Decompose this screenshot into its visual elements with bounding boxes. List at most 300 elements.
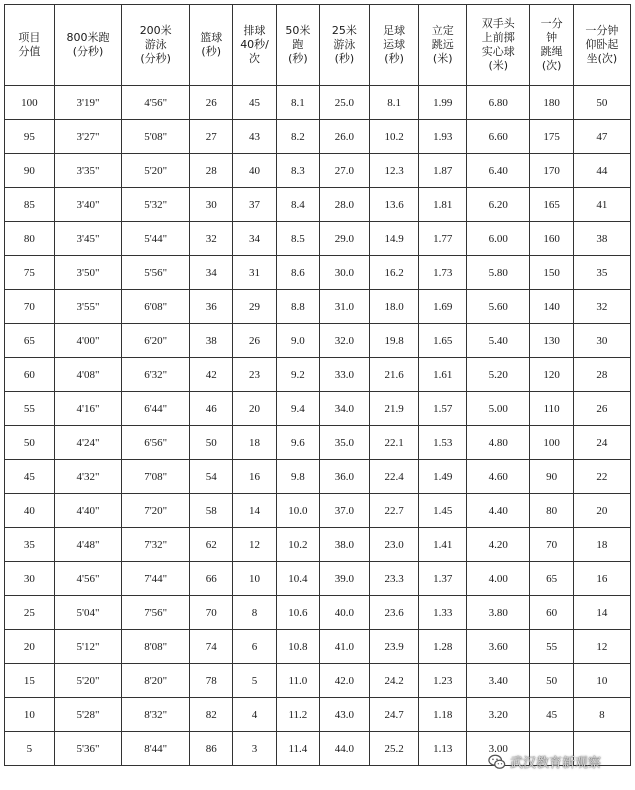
value-cell: 8.3 (276, 154, 319, 188)
value-cell: 1.99 (419, 86, 467, 120)
value-cell: 55 (530, 630, 573, 664)
value-cell: 23.9 (369, 630, 419, 664)
value-cell: 9.4 (276, 392, 319, 426)
watermark (488, 752, 601, 771)
value-cell: 47 (573, 120, 630, 154)
table-row (5, 494, 631, 528)
value-cell: 1.45 (419, 494, 467, 528)
score-cell: 60 (5, 358, 55, 392)
value-cell: 23.0 (369, 528, 419, 562)
score-cell: 25 (5, 596, 55, 630)
value-cell: 43 (233, 120, 276, 154)
header-line: (次) (541, 59, 562, 72)
table-row (5, 698, 631, 732)
value-cell: 34 (233, 222, 276, 256)
value-cell: 10.2 (369, 120, 419, 154)
value-cell: 6.80 (467, 86, 530, 120)
value-cell: 16 (573, 562, 630, 596)
value-cell: 20 (233, 392, 276, 426)
value-cell: 8.6 (276, 256, 319, 290)
value-cell: 8.1 (369, 86, 419, 120)
value-cell: 40 (233, 154, 276, 188)
value-cell: 38 (190, 324, 233, 358)
value-cell: 4'40" (54, 494, 122, 528)
value-cell: 36.0 (320, 460, 370, 494)
value-cell: 44.0 (320, 732, 370, 766)
value-cell: 11.4 (276, 732, 319, 766)
value-cell: 5.40 (467, 324, 530, 358)
header-line: (秒) (334, 52, 355, 65)
value-cell: 1.18 (419, 698, 467, 732)
header-line: 立定 (431, 24, 454, 37)
score-cell: 75 (5, 256, 55, 290)
value-cell: 3'55" (54, 290, 122, 324)
value-cell: 4.00 (467, 562, 530, 596)
header-line: 坐(次) (586, 52, 618, 65)
header-line: 上前掷 (481, 31, 515, 44)
value-cell: 5.80 (467, 256, 530, 290)
score-cell: 100 (5, 86, 55, 120)
value-cell: 5.60 (467, 290, 530, 324)
header-line: 运球 (383, 38, 406, 51)
header-row (5, 5, 631, 86)
value-cell: 22.4 (369, 460, 419, 494)
value-cell: 10.6 (276, 596, 319, 630)
value-cell: 19.8 (369, 324, 419, 358)
value-cell: 26 (233, 324, 276, 358)
value-cell: 14.9 (369, 222, 419, 256)
value-cell: 42.0 (320, 664, 370, 698)
value-cell: 1.28 (419, 630, 467, 664)
value-cell: 24.2 (369, 664, 419, 698)
table-row (5, 528, 631, 562)
value-cell: 21.6 (369, 358, 419, 392)
header-cell (467, 5, 530, 86)
value-cell: 1.73 (419, 256, 467, 290)
table-row (5, 562, 631, 596)
table-row (5, 630, 631, 664)
value-cell: 6'20" (122, 324, 190, 358)
value-cell: 28.0 (320, 188, 370, 222)
score-cell: 35 (5, 528, 55, 562)
value-cell: 54 (190, 460, 233, 494)
value-cell: 5'20" (122, 154, 190, 188)
value-cell: 60 (530, 596, 573, 630)
score-cell: 70 (5, 290, 55, 324)
wechat-icon (488, 753, 506, 771)
header-cell (276, 5, 319, 86)
header-cell (233, 5, 276, 86)
value-cell: 23.6 (369, 596, 419, 630)
table-row (5, 426, 631, 460)
value-cell: 160 (530, 222, 573, 256)
value-cell: 86 (190, 732, 233, 766)
value-cell: 66 (190, 562, 233, 596)
value-cell: 40.0 (320, 596, 370, 630)
table-row (5, 358, 631, 392)
value-cell: 5.20 (467, 358, 530, 392)
value-cell: 20 (573, 494, 630, 528)
header-cell (122, 5, 190, 86)
value-cell: 78 (190, 664, 233, 698)
table-row (5, 664, 631, 698)
value-cell: 14 (233, 494, 276, 528)
score-cell: 50 (5, 426, 55, 460)
value-cell: 170 (530, 154, 573, 188)
value-cell: 3 (233, 732, 276, 766)
value-cell: 120 (530, 358, 573, 392)
header-line: 40秒/ (240, 38, 269, 51)
value-cell: 18.0 (369, 290, 419, 324)
value-cell: 10.4 (276, 562, 319, 596)
score-cell: 40 (5, 494, 55, 528)
value-cell: 36 (190, 290, 233, 324)
header-line: (米) (488, 59, 509, 72)
value-cell: 1.41 (419, 528, 467, 562)
value-cell: 90 (530, 460, 573, 494)
header-cell (419, 5, 467, 86)
table-row (5, 86, 631, 120)
value-cell: 28 (573, 358, 630, 392)
value-cell: 26 (190, 86, 233, 120)
value-cell: 7'32" (122, 528, 190, 562)
score-cell: 90 (5, 154, 55, 188)
value-cell: 29 (233, 290, 276, 324)
table-row (5, 222, 631, 256)
value-cell: 4'08" (54, 358, 122, 392)
value-cell: 9.6 (276, 426, 319, 460)
header-line: 跳远 (431, 38, 454, 51)
value-cell: 30.0 (320, 256, 370, 290)
value-cell: 33.0 (320, 358, 370, 392)
value-cell: 25.0 (320, 86, 370, 120)
header-cell (54, 5, 122, 86)
value-cell: 27 (190, 120, 233, 154)
value-cell: 30 (190, 188, 233, 222)
value-cell: 32 (190, 222, 233, 256)
value-cell: 39.0 (320, 562, 370, 596)
value-cell: 3'27" (54, 120, 122, 154)
value-cell: 6'08" (122, 290, 190, 324)
header-line: 实心球 (481, 45, 515, 58)
value-cell: 3.60 (467, 630, 530, 664)
value-cell: 1.57 (419, 392, 467, 426)
value-cell: 34 (190, 256, 233, 290)
value-cell: 16 (233, 460, 276, 494)
value-cell: 4.20 (467, 528, 530, 562)
value-cell: 4'16" (54, 392, 122, 426)
header-line: 双手头 (481, 17, 515, 30)
value-cell: 8.8 (276, 290, 319, 324)
header-line: 足球 (383, 24, 406, 37)
value-cell: 41.0 (320, 630, 370, 664)
value-cell: 4'48" (54, 528, 122, 562)
table-row (5, 120, 631, 154)
value-cell: 18 (573, 528, 630, 562)
header-line: 篮球 (200, 31, 223, 44)
header-line: 游泳 (144, 38, 167, 51)
value-cell: 37 (233, 188, 276, 222)
header-line: 50米 (285, 24, 311, 37)
header-line: 游泳 (333, 38, 356, 51)
value-cell: 50 (573, 86, 630, 120)
value-cell: 23 (233, 358, 276, 392)
header-line: (分秒) (72, 45, 104, 58)
value-cell: 5'12" (54, 630, 122, 664)
value-cell: 11.0 (276, 664, 319, 698)
value-cell: 8.4 (276, 188, 319, 222)
value-cell: 8.5 (276, 222, 319, 256)
header-cell (190, 5, 233, 86)
value-cell: 7'20" (122, 494, 190, 528)
value-cell: 4'56" (122, 86, 190, 120)
value-cell: 140 (530, 290, 573, 324)
value-cell: 4'00" (54, 324, 122, 358)
value-cell: 70 (530, 528, 573, 562)
table-row (5, 290, 631, 324)
header-line: (秒) (384, 52, 404, 65)
header-line: 跳绳 (540, 45, 563, 58)
header-cell (530, 5, 573, 86)
header-line: (秒) (288, 52, 308, 65)
header-line: 跑 (292, 38, 304, 51)
value-cell: 31 (233, 256, 276, 290)
value-cell: 24 (573, 426, 630, 460)
header-line: (秒) (201, 45, 221, 58)
value-cell: 12 (233, 528, 276, 562)
value-cell: 32.0 (320, 324, 370, 358)
value-cell: 46 (190, 392, 233, 426)
value-cell: 11.2 (276, 698, 319, 732)
value-cell: 9.8 (276, 460, 319, 494)
table-row (5, 256, 631, 290)
value-cell: 8'44" (122, 732, 190, 766)
value-cell: 10.8 (276, 630, 319, 664)
value-cell: 35.0 (320, 426, 370, 460)
value-cell: 9.0 (276, 324, 319, 358)
value-cell: 165 (530, 188, 573, 222)
value-cell: 7'56" (122, 596, 190, 630)
value-cell: 4'24" (54, 426, 122, 460)
value-cell: 35 (573, 256, 630, 290)
value-cell: 8 (233, 596, 276, 630)
header-line: 排球 (243, 24, 266, 37)
value-cell: 110 (530, 392, 573, 426)
value-cell: 29.0 (320, 222, 370, 256)
value-cell: 12.3 (369, 154, 419, 188)
value-cell: 74 (190, 630, 233, 664)
value-cell: 22.1 (369, 426, 419, 460)
value-cell: 80 (530, 494, 573, 528)
value-cell: 5 (233, 664, 276, 698)
value-cell: 5'08" (122, 120, 190, 154)
value-cell: 6.40 (467, 154, 530, 188)
value-cell: 1.13 (419, 732, 467, 766)
value-cell: 1.23 (419, 664, 467, 698)
value-cell: 5'28" (54, 698, 122, 732)
value-cell: 5'36" (54, 732, 122, 766)
value-cell: 34.0 (320, 392, 370, 426)
header-cell (5, 5, 55, 86)
header-line: 200米 (139, 24, 172, 37)
value-cell: 6'32" (122, 358, 190, 392)
value-cell: 25.2 (369, 732, 419, 766)
value-cell: 43.0 (320, 698, 370, 732)
value-cell: 3'45" (54, 222, 122, 256)
value-cell: 6'56" (122, 426, 190, 460)
value-cell: 4 (233, 698, 276, 732)
header-line: 次 (249, 52, 261, 65)
value-cell: 16.2 (369, 256, 419, 290)
value-cell: 9.2 (276, 358, 319, 392)
value-cell: 1.33 (419, 596, 467, 630)
value-cell: 180 (530, 86, 573, 120)
value-cell: 32 (573, 290, 630, 324)
value-cell: 38 (573, 222, 630, 256)
value-cell: 3.20 (467, 698, 530, 732)
header-line: 仰卧起 (585, 38, 619, 51)
value-cell: 65 (530, 562, 573, 596)
value-cell: 50 (530, 664, 573, 698)
value-cell: 26.0 (320, 120, 370, 154)
value-cell: 3.80 (467, 596, 530, 630)
value-cell: 44 (573, 154, 630, 188)
value-cell: 1.49 (419, 460, 467, 494)
value-cell: 5'56" (122, 256, 190, 290)
table-row (5, 188, 631, 222)
value-cell: 3'40" (54, 188, 122, 222)
score-cell: 45 (5, 460, 55, 494)
value-cell: 45 (530, 698, 573, 732)
header-line: 一分钟 (585, 24, 619, 37)
header-line: 800米跑 (66, 31, 110, 44)
value-cell: 150 (530, 256, 573, 290)
value-cell: 26 (573, 392, 630, 426)
value-cell: 8.2 (276, 120, 319, 154)
value-cell: 21.9 (369, 392, 419, 426)
value-cell: 1.37 (419, 562, 467, 596)
header-line: 钟 (546, 31, 558, 44)
score-cell: 55 (5, 392, 55, 426)
score-cell: 80 (5, 222, 55, 256)
value-cell: 6.00 (467, 222, 530, 256)
value-cell: 22.7 (369, 494, 419, 528)
value-cell: 4.40 (467, 494, 530, 528)
value-cell: 4'32" (54, 460, 122, 494)
value-cell: 3.40 (467, 664, 530, 698)
score-cell: 85 (5, 188, 55, 222)
value-cell: 6 (233, 630, 276, 664)
value-cell: 3'50" (54, 256, 122, 290)
value-cell: 1.81 (419, 188, 467, 222)
value-cell: 12 (573, 630, 630, 664)
header-line: 一分 (540, 17, 563, 30)
value-cell: 7'44" (122, 562, 190, 596)
score-cell: 20 (5, 630, 55, 664)
value-cell: 1.53 (419, 426, 467, 460)
header-cell (369, 5, 419, 86)
value-cell: 8 (573, 698, 630, 732)
value-cell: 42 (190, 358, 233, 392)
value-cell: 5'04" (54, 596, 122, 630)
value-cell: 8'08" (122, 630, 190, 664)
value-cell: 4.80 (467, 426, 530, 460)
value-cell: 7'08" (122, 460, 190, 494)
value-cell: 14 (573, 596, 630, 630)
value-cell: 1.77 (419, 222, 467, 256)
value-cell: 1.65 (419, 324, 467, 358)
value-cell: 6.20 (467, 188, 530, 222)
value-cell: 50 (190, 426, 233, 460)
score-cell: 5 (5, 732, 55, 766)
score-cell: 15 (5, 664, 55, 698)
value-cell: 1.93 (419, 120, 467, 154)
value-cell: 58 (190, 494, 233, 528)
value-cell: 3.00 (467, 732, 530, 766)
header-line: 分值 (18, 45, 41, 58)
header-line: 项目 (18, 31, 41, 44)
value-cell: 6.60 (467, 120, 530, 154)
value-cell: 1.87 (419, 154, 467, 188)
value-cell: 10 (573, 664, 630, 698)
value-cell: 27.0 (320, 154, 370, 188)
value-cell: 8'32" (122, 698, 190, 732)
header-line: (米) (432, 52, 453, 65)
value-cell: 4.60 (467, 460, 530, 494)
value-cell: 28 (190, 154, 233, 188)
table-row (5, 154, 631, 188)
watermark-text: 武汉教育新观察 (510, 756, 602, 771)
value-cell: 100 (530, 426, 573, 460)
value-cell: 6'44" (122, 392, 190, 426)
value-cell: 5.00 (467, 392, 530, 426)
value-cell: 38.0 (320, 528, 370, 562)
table-row (5, 460, 631, 494)
value-cell: 24.7 (369, 698, 419, 732)
score-cell: 10 (5, 698, 55, 732)
table-row (5, 392, 631, 426)
value-cell: 23.3 (369, 562, 419, 596)
value-cell: 5'32" (122, 188, 190, 222)
score-cell: 95 (5, 120, 55, 154)
header-cell (320, 5, 370, 86)
header-line: (分秒) (140, 52, 171, 65)
value-cell: 1.69 (419, 290, 467, 324)
value-cell: 10.0 (276, 494, 319, 528)
table-row (5, 324, 631, 358)
table-row (5, 596, 631, 630)
value-cell: 13.6 (369, 188, 419, 222)
value-cell: 5'44" (122, 222, 190, 256)
value-cell: 22 (573, 460, 630, 494)
value-cell: 130 (530, 324, 573, 358)
value-cell: 45 (233, 86, 276, 120)
score-table (4, 4, 631, 766)
value-cell: 8'20" (122, 664, 190, 698)
value-cell: 10.2 (276, 528, 319, 562)
value-cell: 175 (530, 120, 573, 154)
value-cell: 8.1 (276, 86, 319, 120)
header-cell (573, 5, 630, 86)
header-line: 25米 (331, 24, 357, 37)
value-cell: 4'56" (54, 562, 122, 596)
value-cell: 70 (190, 596, 233, 630)
score-cell: 30 (5, 562, 55, 596)
value-cell: 37.0 (320, 494, 370, 528)
value-cell: 62 (190, 528, 233, 562)
value-cell: 41 (573, 188, 630, 222)
score-cell: 65 (5, 324, 55, 358)
